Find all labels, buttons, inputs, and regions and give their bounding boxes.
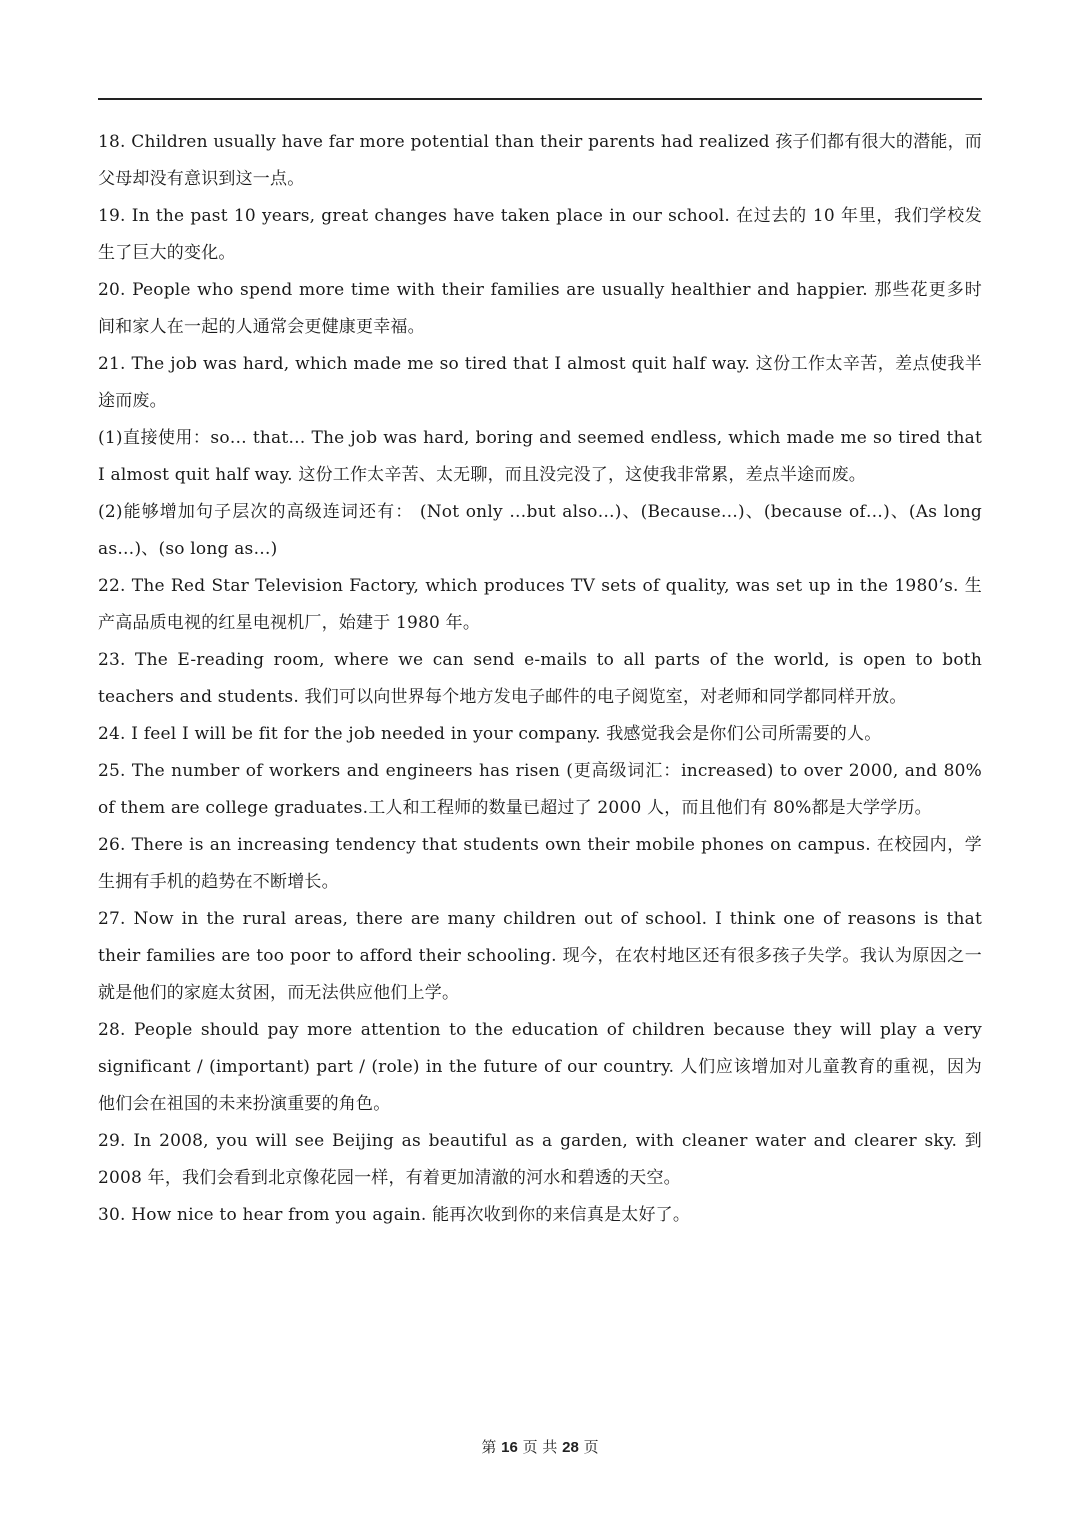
sentence-23: 23. The E-reading room, where we can send e-mails to all parts of the world, is open to both teachers and students. 我们可以向世界每个地方发电子邮件的电子阅览室，对老师和同学都同样开放。 <box>98 650 982 707</box>
sentence-22: 22. The Red Star Television Factory, which produces TV sets of quality, was set up in the 1980’s. 生产高品质电视的红星电视机厂，始建于 1980 年。 <box>98 576 982 633</box>
sentence-18: 18. Children usually have far more potential than their parents had realized 孩子们都有很大的潜能，而父母却没有意识到这一点。 <box>98 132 982 189</box>
footer-middle: 页 共 <box>522 1438 558 1456</box>
sentence-24: 24. I feel I will be fit for the job needed in your company. 我感觉我会是你们公司所需要的人。 <box>98 724 882 744</box>
header-rule <box>98 98 982 100</box>
sentence-25: 25. The number of workers and engineers has risen (更高级词汇：increased) to over 2000, and 80% of them are college graduates.工人和工程师的数量已超过了 2000 人，而且他们有 80%都是大学学历。 <box>98 761 982 818</box>
sentence-28: 28. People should pay more attention to the education of children because they will play a very significant / (important) part / (role) in the future of our country. 人们应该增加对儿童教育的重视，因为他们会在祖国的未来扮演重要的角色。 <box>98 1020 982 1114</box>
document-body <box>98 124 982 1234</box>
note-21-2: (2)能够增加句子层次的高级连词还有： (Not only …but also…)、(Because…)、(because of…)、(As long as…)、(so long as…) <box>98 502 982 559</box>
page-footer <box>0 1436 1080 1457</box>
sentence-26: 26. There is an increasing tendency that students own their mobile phones on campus. 在校园内，学生拥有手机的趋势在不断增长。 <box>98 835 982 892</box>
footer-prefix: 第 <box>481 1438 497 1456</box>
sentence-30: 30. How nice to hear from you again. 能再次收到你的来信真是太好了。 <box>98 1205 691 1225</box>
current-page-number: 16 <box>501 1439 518 1456</box>
sentence-27: 27. Now in the rural areas, there are many children out of school. I think one of reasons is that their families are too poor to afford their schooling. 现今，在农村地区还有很多孩子失学。我认为原因之一就是他们的家庭太贫困，而无法供应他们上学。 <box>98 909 982 1003</box>
sentence-19: 19. In the past 10 years, great changes have taken place in our school. 在过去的 10 年里，我们学校发生了巨大的变化。 <box>98 206 982 263</box>
footer-suffix: 页 <box>583 1438 599 1456</box>
total-pages-number: 28 <box>562 1439 579 1456</box>
note-21-1: (1)直接使用：so… that… The job was hard, boring and seemed endless, which made me so tired that I almost quit half way. 这份工作太辛苦、太无聊，而且没完没了，这使我非常累，差点半途而废。 <box>98 428 982 485</box>
sentence-29: 29. In 2008, you will see Beijing as beautiful as a garden, with cleaner water and clearer sky. 到 2008 年，我们会看到北京像花园一样，有着更加清澈的河水和碧透的天空。 <box>98 1131 982 1188</box>
sentence-21: 21. The job was hard, which made me so tired that I almost quit half way. 这份工作太辛苦，差点使我半途而废。 <box>98 354 982 411</box>
sentence-20: 20. People who spend more time with their families are usually healthier and happier. 那些花更多时间和家人在一起的人通常会更健康更幸福。 <box>98 280 982 337</box>
